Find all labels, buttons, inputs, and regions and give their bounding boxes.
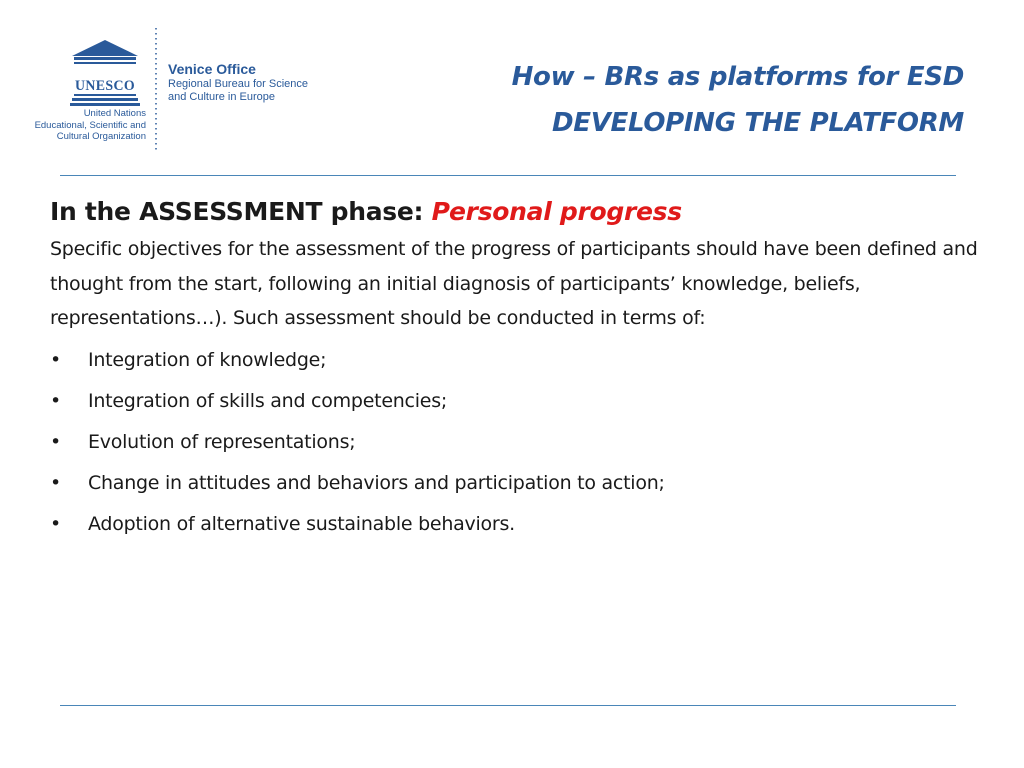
bullet-text: Change in attitudes and behaviors and participation to action; <box>88 471 665 494</box>
slide-title-line-1: How – BRs as platforms for ESD <box>511 62 964 92</box>
bullet-text: Evolution of representations; <box>88 430 356 453</box>
slide-title <box>512 54 964 146</box>
bottom-divider <box>60 705 956 706</box>
bullet-text: Adoption of alternative sustainable behaviors. <box>88 512 515 535</box>
bullet-item <box>50 381 980 422</box>
slide-title-line-2: DEVELOPING THE PLATFORM <box>551 108 964 138</box>
bullet-item <box>50 340 980 381</box>
slide-content <box>50 192 980 545</box>
bullet-text: Integration of knowledge; <box>88 348 327 371</box>
bullet-icon: • <box>50 389 61 412</box>
bullet-icon: • <box>50 430 61 453</box>
body-paragraph: Specific objectives for the assessment of the progress of participants should have been defined and thought from the start, following an initial diagnosis of participants’ knowledge, beliefs, representations…). Such assessment should be conducted in terms of: <box>50 238 978 329</box>
un-organization-caption: United Nations Educational, Scientific and Cultural Organization <box>34 108 146 142</box>
unesco-logo <box>28 28 328 152</box>
top-divider <box>60 175 956 176</box>
bullet-icon: • <box>50 471 61 494</box>
unesco-wordmark: UNESCO <box>75 78 135 94</box>
bullet-item <box>50 463 980 504</box>
bullet-icon: • <box>50 512 61 535</box>
heading-accent: Personal progress <box>431 197 682 226</box>
bullet-item <box>50 422 980 463</box>
bullet-text: Integration of skills and competencies; <box>88 389 448 412</box>
venice-office-label <box>168 61 308 104</box>
office-subtitle-line: Regional Bureau for Science <box>168 78 309 90</box>
bullet-item <box>50 504 980 545</box>
heading-prefix: In the ASSESSMENT phase: <box>50 197 432 226</box>
bullet-list <box>50 340 980 545</box>
office-title: Venice Office <box>168 61 256 77</box>
section-heading <box>50 192 980 232</box>
dotted-divider <box>154 28 158 152</box>
bullet-icon: • <box>50 348 61 371</box>
office-subtitle-line: and Culture in Europe <box>168 91 276 103</box>
